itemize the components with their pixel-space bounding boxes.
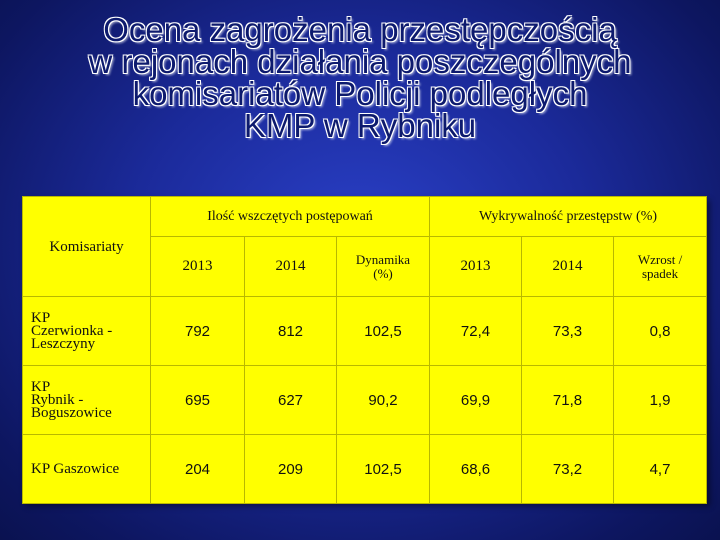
- row-name-line: Rybnik -: [31, 391, 84, 408]
- subheader-detection-2014: 2014: [522, 237, 614, 297]
- group-header-cases: Ilość wszczętych postępowań: [151, 197, 430, 237]
- title-line-3: komisariatów Policji podległych: [132, 75, 588, 112]
- cell-change: 1,9: [614, 366, 707, 435]
- subheader-cases-2013: 2013: [151, 237, 245, 297]
- row-name-cell: [23, 366, 151, 435]
- subheader-detection-2013: 2013: [430, 237, 522, 297]
- group-header-detection: Wykrywalność przestępstw (%): [430, 197, 707, 237]
- slide-title: [0, 11, 720, 144]
- subheader-change: [614, 237, 707, 297]
- row-name-line: Czerwionka -: [31, 322, 113, 339]
- header-row-groups: [23, 197, 707, 237]
- cell-dynamics: 90,2: [337, 366, 430, 435]
- subheader-cases-2014: 2014: [245, 237, 337, 297]
- corner-label-komisariaty: Komisariaty: [23, 197, 151, 297]
- cell-cases-2014: 209: [245, 435, 337, 504]
- cell-change: 0,8: [614, 297, 707, 366]
- cell-detection-2013: 72,4: [430, 297, 522, 366]
- row-name-line: Boguszowice: [31, 404, 112, 421]
- row-name-line: KP: [31, 309, 51, 326]
- row-name-cell: [23, 297, 151, 366]
- subheader-change-line1: Wzrost /: [637, 251, 683, 267]
- cell-cases-2014: 812: [245, 297, 337, 366]
- title-line-4: KMP w Rybniku: [243, 107, 477, 144]
- cell-cases-2014: 627: [245, 366, 337, 435]
- row-name-line: KP: [31, 378, 51, 395]
- row-name-line: KP Gaszowice: [31, 460, 120, 477]
- title-line-1: Ocena zagrożenia przestępczością: [103, 11, 617, 48]
- title-line-2: w rejonach działania poszczególnych: [88, 43, 632, 80]
- row-name-cell: [23, 435, 151, 504]
- subheader-dynamics-line1: Dynamika: [355, 251, 411, 267]
- subheader-change-line2: spadek: [641, 265, 679, 281]
- cell-change: 4,7: [614, 435, 707, 504]
- table-row: [23, 366, 707, 435]
- table-row: [23, 435, 707, 504]
- subheader-dynamics-line2: (%): [373, 265, 393, 281]
- cell-detection-2013: 68,6: [430, 435, 522, 504]
- cell-cases-2013: 204: [151, 435, 245, 504]
- cell-detection-2014: 73,2: [522, 435, 614, 504]
- cell-dynamics: 102,5: [337, 297, 430, 366]
- row-name-line: Leszczyny: [31, 335, 96, 352]
- cell-dynamics: 102,5: [337, 435, 430, 504]
- crime-statistics-table: [22, 196, 707, 504]
- cell-cases-2013: 792: [151, 297, 245, 366]
- cell-detection-2014: 73,3: [522, 297, 614, 366]
- subheader-dynamics: [337, 237, 430, 297]
- cell-detection-2013: 69,9: [430, 366, 522, 435]
- cell-detection-2014: 71,8: [522, 366, 614, 435]
- data-table-container: [22, 196, 706, 502]
- cell-cases-2013: 695: [151, 366, 245, 435]
- table-row: [23, 297, 707, 366]
